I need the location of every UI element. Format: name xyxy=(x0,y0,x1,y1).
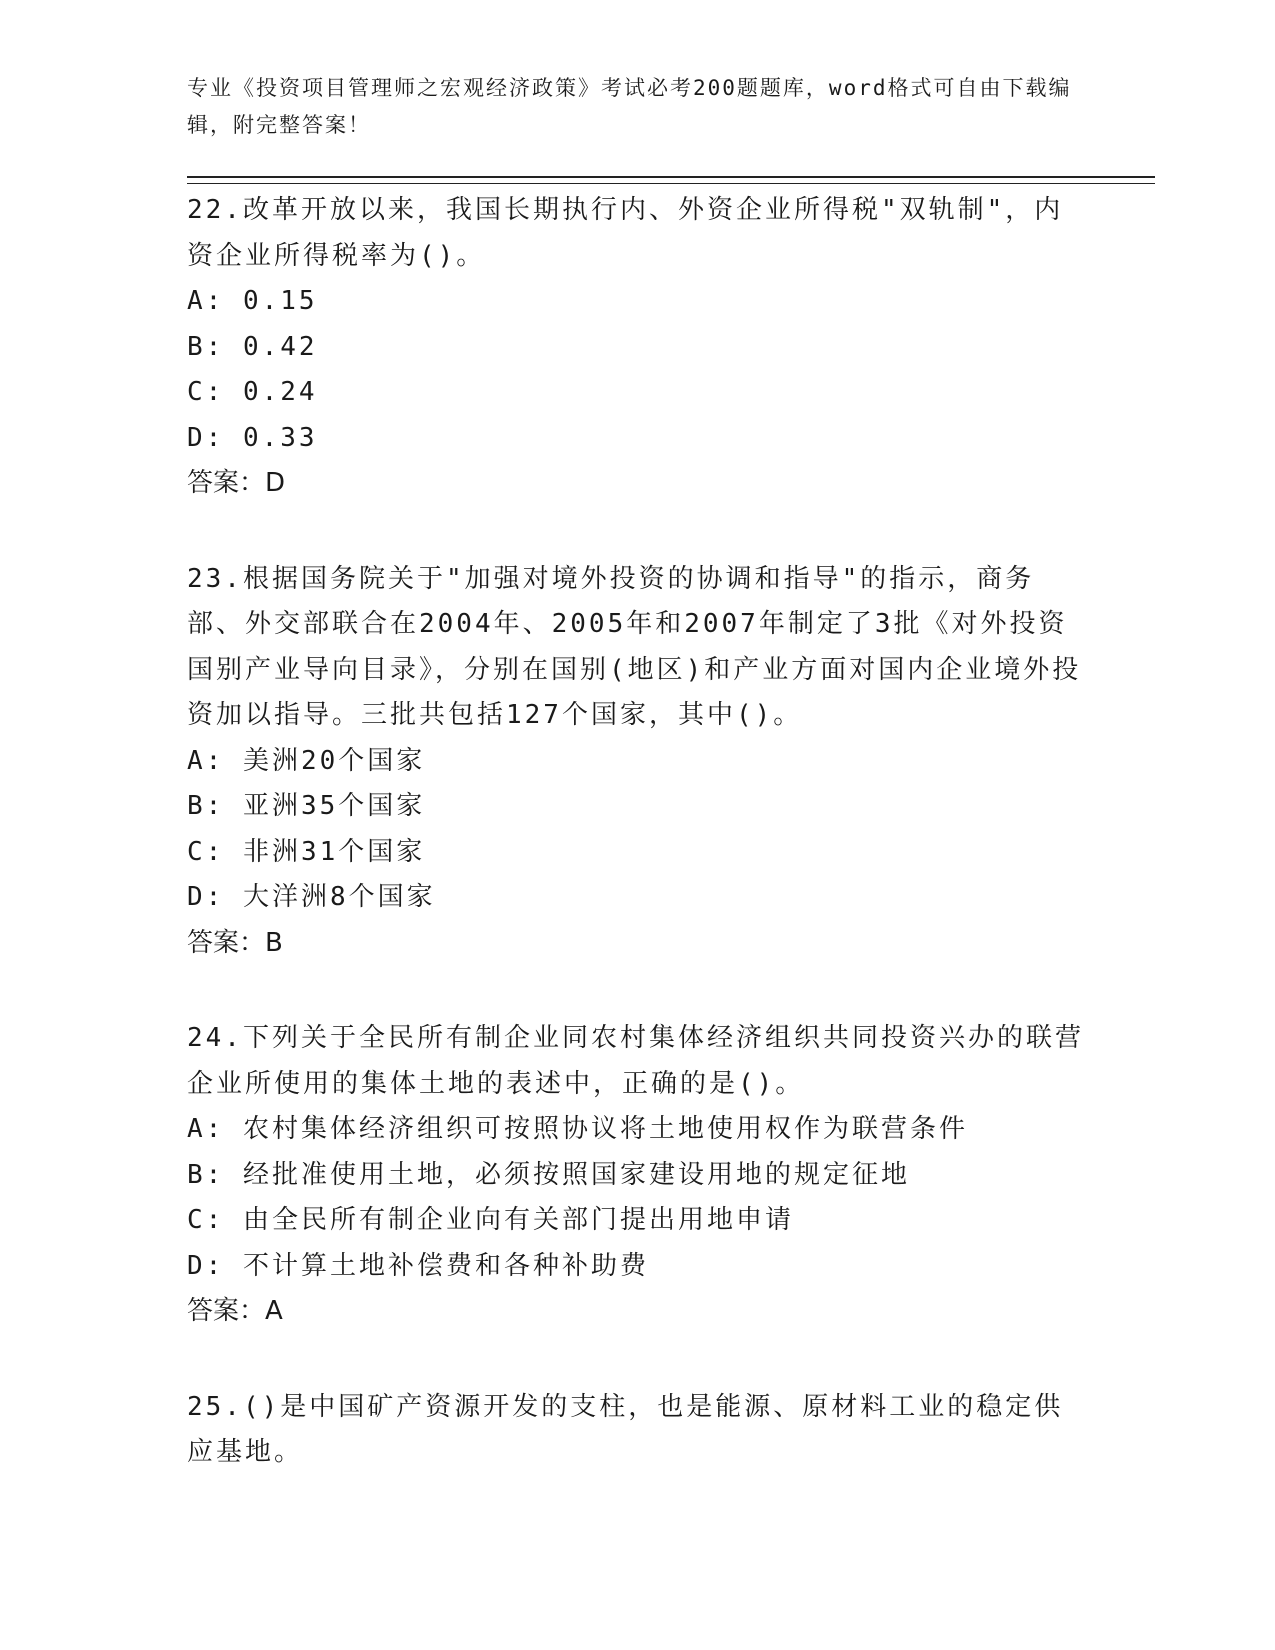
question-stem: 24.下列关于全民所有制企业同农村集体经济组织共同投资兴办的联营企业所使用的集体土地的表述中，正确的是()。 xyxy=(187,1023,1084,1099)
option-b: B: 0.42 xyxy=(187,331,318,362)
option-d: D: 大洋洲8个国家 xyxy=(187,882,436,912)
question-25 xyxy=(187,1385,1087,1476)
header-divider-thin xyxy=(187,183,1155,184)
answer-label: 答案：A xyxy=(187,1296,283,1326)
option-c: C: 非洲31个国家 xyxy=(187,836,426,867)
document-header: 专业《投资项目管理师之宏观经济政策》考试必考200题题库，word格式可自由下载编辑，附完整答案！ xyxy=(187,76,1072,137)
answer-label: 答案：D xyxy=(187,468,286,498)
option-a: A: 0.15 xyxy=(187,286,318,316)
option-b: B: 亚洲35个国家 xyxy=(187,791,426,821)
question-23 xyxy=(187,557,1087,967)
option-c: C: 0.24 xyxy=(187,377,318,407)
question-stem: 23.根据国务院关于"加强对境外投资的协调和指导"的指示，商务部、外交部联合在2004年、2005年和2007年制定了3批《对外投资国别产业导向目录》，分别在国别(地区)和产业方面对国内企业境外投资加以指导。三批共包括127个国家，其中()。 xyxy=(187,563,1082,730)
question-24 xyxy=(187,1016,1087,1335)
header-divider-thick xyxy=(187,176,1155,178)
question-stem: 25.()是中国矿产资源开发的支柱，也是能源、原材料工业的稳定供应基地。 xyxy=(187,1391,1064,1467)
option-c: C: 由全民所有制企业向有关部门提出用地申请 xyxy=(187,1205,794,1235)
option-b: B: 经批准使用土地，必须按照国家建设用地的规定征地 xyxy=(187,1159,910,1190)
question-22 xyxy=(187,188,1087,507)
option-d: D: 不计算土地补偿费和各种补助费 xyxy=(187,1250,649,1281)
answer-label: 答案：B xyxy=(187,927,283,958)
option-a: A: 美洲20个国家 xyxy=(187,745,426,776)
option-d: D: 0.33 xyxy=(187,422,318,453)
question-stem: 22.改革开放以来，我国长期执行内、外资企业所得税"双轨制"，内资企业所得税率为()。 xyxy=(187,195,1064,271)
question-list xyxy=(187,188,1087,1526)
option-a: A: 农村集体经济组织可按照协议将土地使用权作为联营条件 xyxy=(187,1114,968,1144)
